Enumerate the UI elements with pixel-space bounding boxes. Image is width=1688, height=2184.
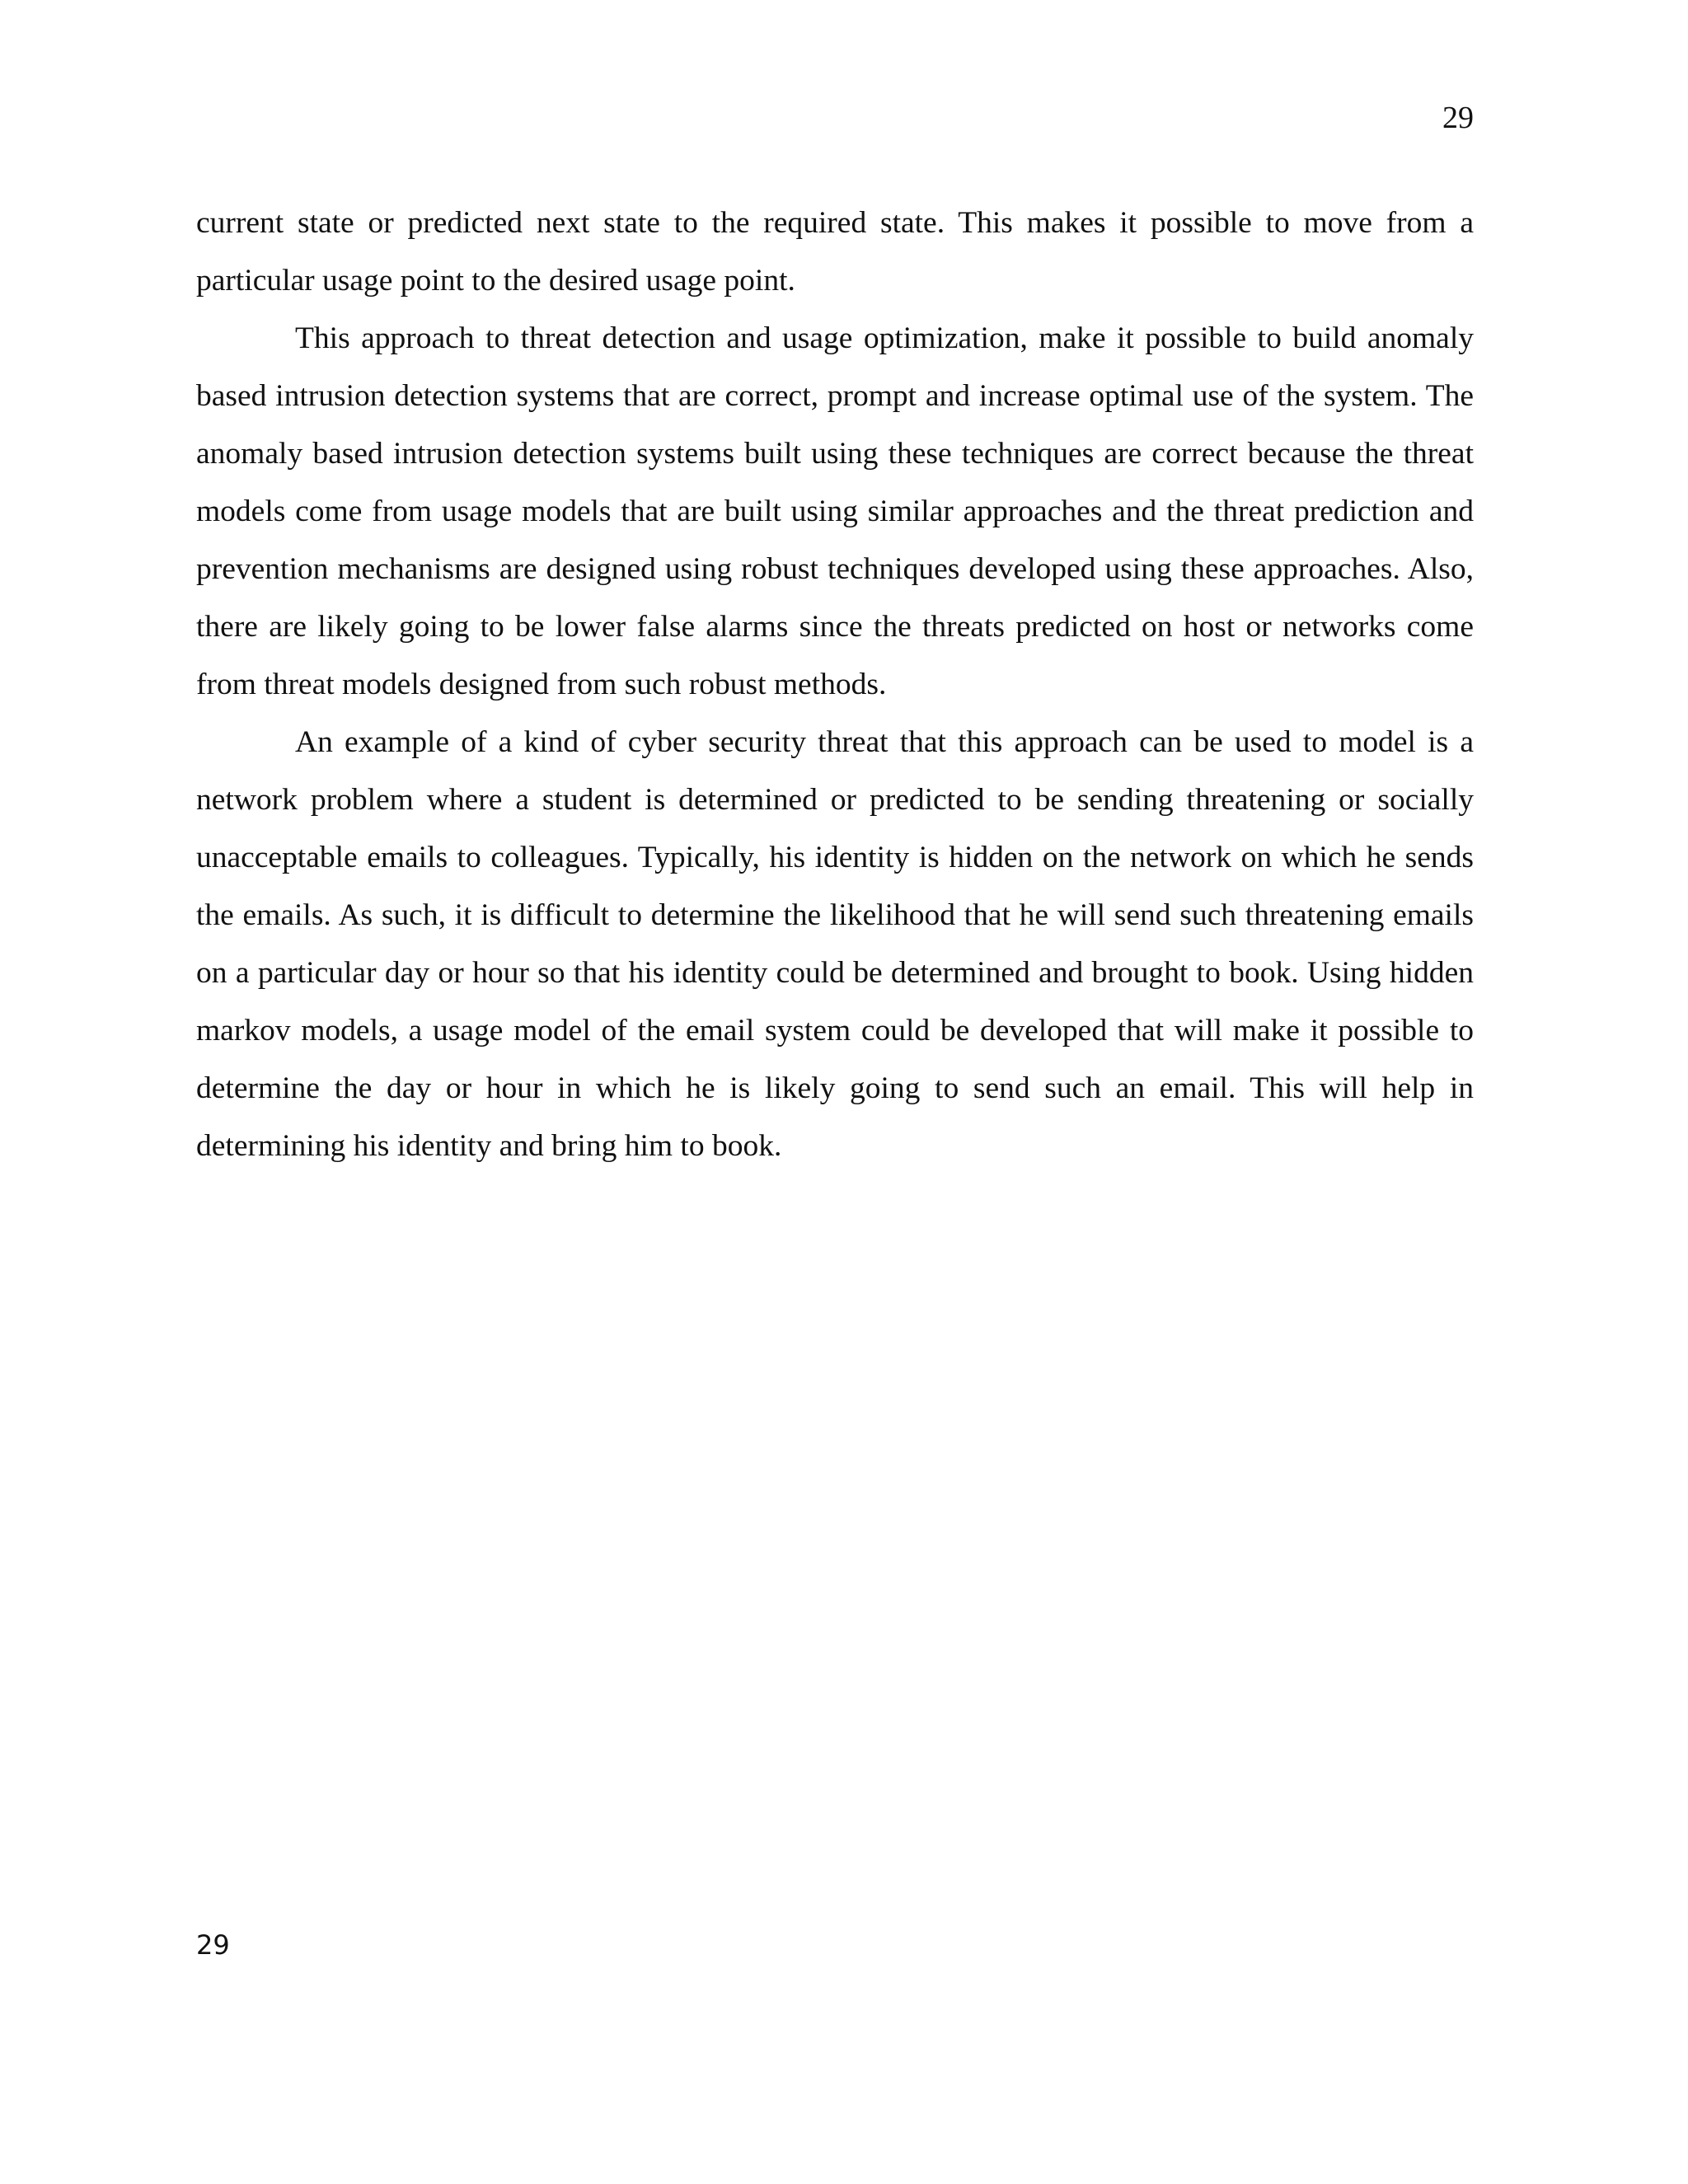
footer-page-number: 29 bbox=[196, 1929, 230, 1961]
paragraph-threat-detection-approach: This approach to threat detection and usage optimization, make it possible to build anomaly based intrusion detection systems that are correct, prompt and increase optimal use of the system. The anomaly based intrusion detection systems built using these techniques are correct because the threat models come from usage models that are built using similar approaches and the threat prediction and prevention mechanisms are designed using robust techniques developed using these approaches. Also, there are likely going to be lower false alarms since the threats predicted on host or networks come from threat models designed from such robust methods. bbox=[196, 321, 1474, 701]
paragraph-continuation: current state or predicted next state to the required state. This makes it possible to move from a particular usage point to the desired usage point. bbox=[196, 206, 1474, 298]
paragraph-cyber-security-example: An example of a kind of cyber security threat that this approach can be used to model is a network problem where a student is determined or predicted to be sending threatening or socially unacceptable emails to colleagues. Typically, his identity is hidden on the network on which he sends the emails. As such, it is difficult to determine the likelihood that he will send such threatening emails on a particular day or hour so that his identity could be determined and brought to book. Using hidden markov models, a usage model of the email system could be developed that will make it possible to determine the day or hour in which he is likely going to send such an email. This will help in determining his identity and bring him to book. bbox=[196, 725, 1474, 1163]
body-text bbox=[196, 194, 1474, 1175]
header-page-number: 29 bbox=[1442, 101, 1474, 135]
